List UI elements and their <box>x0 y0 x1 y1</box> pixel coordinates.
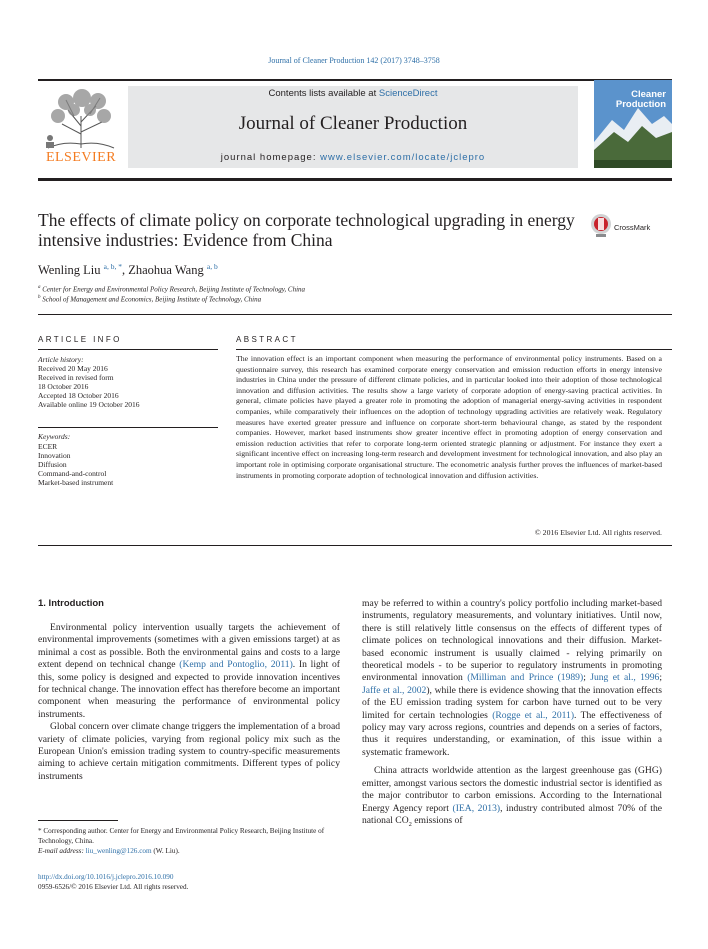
email-link[interactable]: liu_wenling@126.com <box>85 847 152 855</box>
abstract-text: The innovation effect is an important component when measuring the performance of environmental policy instruments. Based on a questionnaire survey, this research has examined corporate energy conservation and emission reduction efforts in energy intensive industries in China under the pressure of different climate policies, and in particular looked into their adoption of those technological innovation and diffusion activities. The results show a large variety of corporate adoption of energy-saving practical activities. In general, climate policies have played a greater role in promoting the adoption of managerial energy-saving activities in respondent companies, while comparatively their influences on the adoption of technology upgrading activities are relatively weak. Regulatory measures have exerted greater pressure and influence on corporate short-term behavioural change, as stated by the respondent companies. However, market based instruments show greater incentive effect in promoting adoption of energy conservation and emission reduction activities that refer to corporate long-term oriented strategic planning or adjustment. For instance they exert a significant incentive effect on increasing long-term research and development investment for technological innovation, and also play an important role in optimising corporate organisational structure. The econometric analysis further proves the influences of market-based instruments in promoting corporate adoption of technological innovation and diffusion activities. <box>236 354 662 480</box>
section-heading-introduction: 1. Introduction <box>38 598 104 609</box>
contents-line <box>128 88 578 99</box>
email-line <box>38 846 348 856</box>
abstract-rule <box>236 349 672 350</box>
article-info-heading: ARTICLE INFO <box>38 335 122 344</box>
author-affiliation-marks[interactable]: a, b <box>206 262 218 271</box>
elsevier-wordmark: ELSEVIER <box>45 150 117 165</box>
journal-title: Journal of Cleaner Production <box>238 113 468 134</box>
text-run: ; <box>659 672 662 684</box>
history-item: Received in revised form <box>38 373 114 382</box>
contents-prefix: Contents lists available at <box>268 88 379 99</box>
keywords-rule <box>38 427 218 428</box>
affiliation-text: School of Management and Economics, Beijing Institute of Technology, China <box>42 295 262 304</box>
paragraph <box>38 622 340 721</box>
author-name[interactable]: Wenling Liu <box>38 263 101 278</box>
affiliation-text: Center for Energy and Environmental Policy Research, Beijing Institute of Technology, China <box>42 285 306 294</box>
affiliation-mark: b <box>38 295 41 300</box>
text-run: emissions of <box>411 814 463 826</box>
article-history-label: Article history: <box>38 355 84 364</box>
homepage-link[interactable]: www.elsevier.com/locate/jclepro <box>320 152 486 163</box>
title-rule <box>38 314 672 315</box>
body-column-left <box>38 622 340 783</box>
text-run: China attracts worldwide attention as the largest greenhouse gas (GHG) emitter, amongst various sectors the domestic industrial sector is identified as the major contributor to carbon emissions. According to the International Energy Agency report <box>362 765 662 814</box>
history-item: Available online 19 October 2016 <box>38 400 140 409</box>
keywords-label: Keywords: <box>38 432 71 441</box>
header-rule-bottom <box>38 178 672 181</box>
history-item: Received 20 May 2016 <box>38 364 108 373</box>
text-run: may be referred to within a country's policy portfolio including market-based instruments, regulatory measurements, and voluntary initiatives. Until now, there is still relatively little consensus on the effects of different types of climate polices on technological innovations and their diffusion. Market-based economic instrument is usually claimed - relying primarily on theoretical models - to be superior to regulatory instruments in promoting environmental innovation <box>362 598 662 684</box>
sciencedirect-link[interactable]: ScienceDirect <box>378 88 438 99</box>
journal-banner <box>128 86 578 168</box>
keyword-item: ECER <box>38 442 58 451</box>
article-info-rule <box>38 349 218 350</box>
issn-copyright: 0959-6526/© 2016 Elsevier Ltd. All rights reserved. <box>38 883 189 891</box>
homepage-line <box>128 152 578 163</box>
crossmark-icon <box>590 212 612 238</box>
text-run: ), while there is evidence showing that the innovation effects of the EU emission trading system for carbon have turned out to be very limited for certain technologies <box>362 684 663 721</box>
email-suffix: (W. Liu). <box>151 847 180 855</box>
footnote-rule <box>38 820 118 821</box>
reference-link[interactable]: Jung et al., 1996 <box>590 672 660 684</box>
subscript: 2 <box>408 820 412 828</box>
corresponding-author-note: * Corresponding author. Center for Energy and Environmental Policy Research, Beijing Institute of Technology, China. <box>38 827 325 845</box>
reference-link[interactable]: (Rogge et al., 2011) <box>492 709 575 721</box>
text-run: . In light of this, some policy is designed and expected to provide innovation incentives for technical change. The innovation effect has therefore become an important component when measuring the performance of environmental policy instruments. <box>38 659 340 720</box>
cover-title <box>600 90 666 110</box>
header-rule-top <box>38 79 672 81</box>
keyword-item: Command-and-control <box>38 469 107 478</box>
abstract-bottom-rule <box>38 545 672 546</box>
history-item: 18 October 2016 <box>38 382 89 391</box>
article-title: The effects of climate policy on corporate technological upgrading in energy intensive industries: Evidence from China <box>38 210 575 250</box>
text-run: , industry contributed almost 70% of the national CO <box>362 802 662 826</box>
paragraph <box>362 598 662 759</box>
keyword-item: Diffusion <box>38 460 67 469</box>
keyword-item: Market-based instrument <box>38 478 114 487</box>
email-label: E-mail address: <box>38 847 86 855</box>
cover-title-line2: Production <box>615 99 666 110</box>
paragraph <box>362 765 662 831</box>
history-item: Accepted 18 October 2016 <box>38 391 119 400</box>
affiliation-a <box>38 285 305 293</box>
affiliation-b <box>38 295 261 303</box>
abstract-copyright: © 2016 Elsevier Ltd. All rights reserved. <box>534 528 662 537</box>
journal-citation-link[interactable]: Journal of Cleaner Production 142 (2017) 3748–3758 <box>268 56 440 65</box>
doi-link[interactable]: http://dx.doi.org/10.1016/j.jclepro.2016.10.090 <box>38 873 174 881</box>
text-run: Environmental policy intervention usually targets the achievement of environmental improvements (sometimes with a given emissions target) at as minimal a cost as possible. Both the environmental gains and costs to a large extent depend on technical change <box>38 622 340 671</box>
text-run: ; <box>583 672 591 684</box>
reference-link[interactable]: (IEA, 2013) <box>452 802 501 814</box>
paragraph: Global concern over climate change triggers the implementation of a broad variety of climate policies, varying from regional policy mix such as the European Union's emission trading system to country-specific measurements aiming to achieve certain mitigation commitments. Different types of policy instruments <box>38 721 340 782</box>
crossmark-label: CrossMark <box>614 223 651 232</box>
cover-title-line1: Cleaner <box>631 89 666 100</box>
elsevier-logo[interactable] <box>38 86 124 168</box>
reference-link[interactable]: (Milliman and Prince (1989) <box>467 672 584 684</box>
crossmark-badge[interactable] <box>590 212 672 238</box>
body-column-right <box>362 598 662 831</box>
journal-cover-thumbnail[interactable] <box>594 80 672 168</box>
author-list <box>38 262 218 278</box>
abstract-heading: ABSTRACT <box>236 335 298 344</box>
keyword-item: Innovation <box>38 451 71 460</box>
reference-link[interactable]: (Kemp and Pontoglio, 2011) <box>179 659 293 671</box>
author-affiliation-marks[interactable]: a, b, * <box>103 262 122 271</box>
article-history-list <box>38 364 218 409</box>
reference-link[interactable]: Jaffe et al., 2002 <box>362 684 427 696</box>
author-name[interactable]: Zhaohua Wang <box>128 263 204 278</box>
keywords-list <box>38 442 218 487</box>
footnote <box>38 826 348 856</box>
author-separator: , <box>122 263 129 278</box>
affiliation-mark: a <box>38 285 41 290</box>
homepage-prefix: journal homepage: <box>220 152 321 163</box>
text-run: . The effectiveness of policy may vary across regions, countries and depends on a series of factors, thus it requires understanding, or examination, of this issue within a systematic framework. <box>362 709 663 758</box>
